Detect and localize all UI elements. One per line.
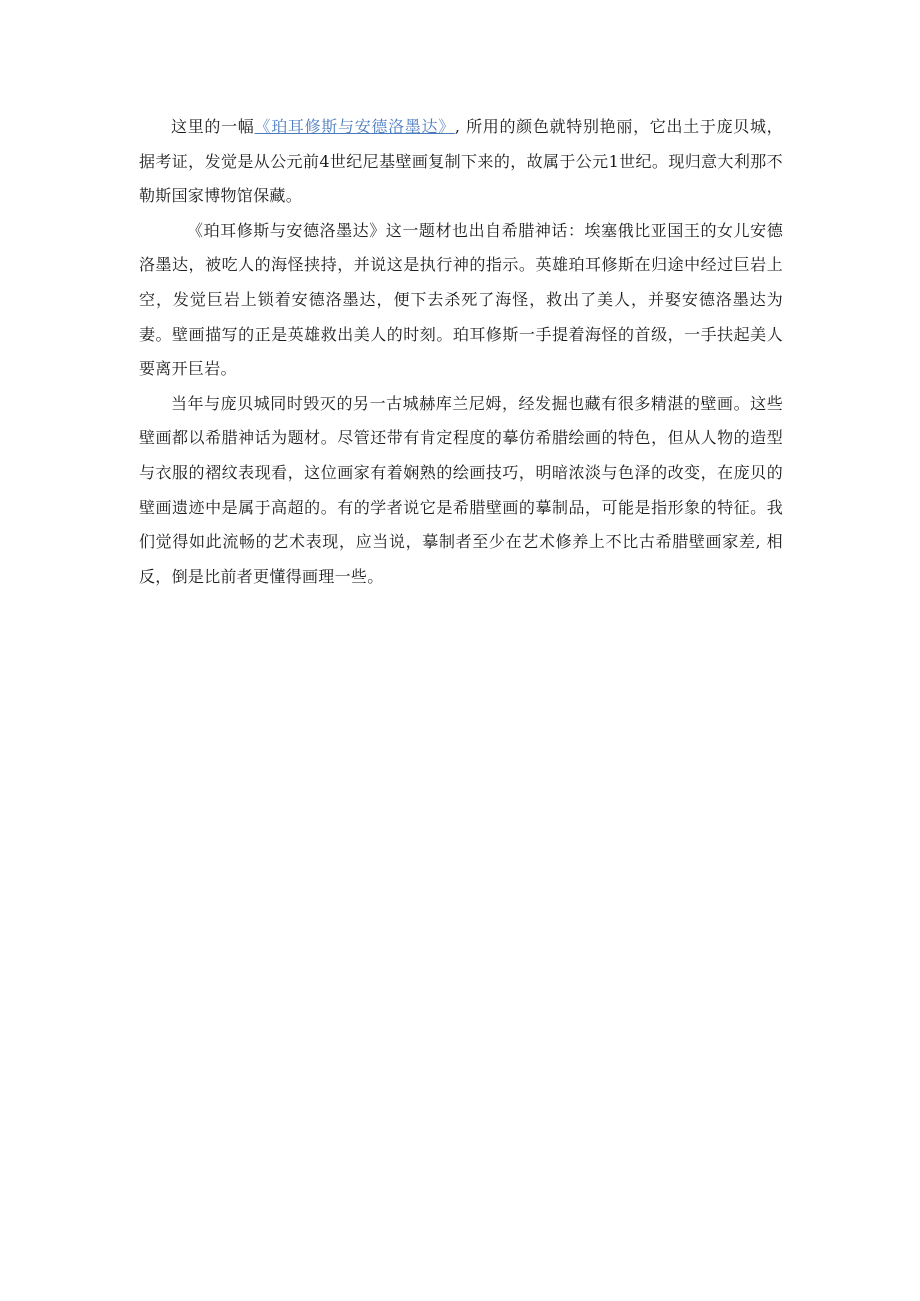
document-body bbox=[139, 110, 783, 594]
paragraph-1-text-before: 这里的一幅 bbox=[171, 117, 255, 136]
paragraph-1 bbox=[139, 110, 783, 214]
paragraph-3: 当年与庞贝城同时毁灭的另一古城赫库兰尼姆，经发掘也藏有很多精湛的壁画。这些壁画都以希腊神话为题材。尽管还带有肯定程度的摹仿希腊绘画的特色，但从人物的造型与衣服的褶纹表现看，这位画家有着娴熟的绘画技巧，明暗浓淡与色泽的改变，在庞贝的壁画遗迹中是属于高超的。有的学者说它是希腊壁画的摹制品，可能是指形象的特征。我们觉得如此流畅的艺术表现，应当说，摹制者至少在艺术修养上不比古希腊壁画家差, 相反，倒是比前者更懂得画理一些。 bbox=[139, 393, 783, 586]
artwork-title-link[interactable]: 《珀耳修斯与安德洛墨达》 bbox=[254, 117, 455, 136]
paragraph-2: 《珀耳修斯与安德洛墨达》这一题材也出自希腊神话：埃塞俄比亚国王的女儿安德洛墨达，被吃人的海怪挟持，并说这是执行神的指示。英雄珀耳修斯在归途中经过巨岩上空，发觉巨岩上锁着安德洛墨达，便下去杀死了海怪，救出了美人，并娶安德洛墨达为妻。壁画描写的正是英雄救出美人的时刻。珀耳修斯一手提着海怪的首级，一手扶起美人要离开巨岩。 bbox=[139, 220, 783, 379]
paragraph-1-text-after: , 所用的颜色就特别艳丽，它出土于庞贝城，据考证，发觉是从公元前4世纪尼基壁画复制下来的，故属于公元1世纪。现归意大利那不勒斯国家博物馆保藏。 bbox=[139, 117, 783, 206]
